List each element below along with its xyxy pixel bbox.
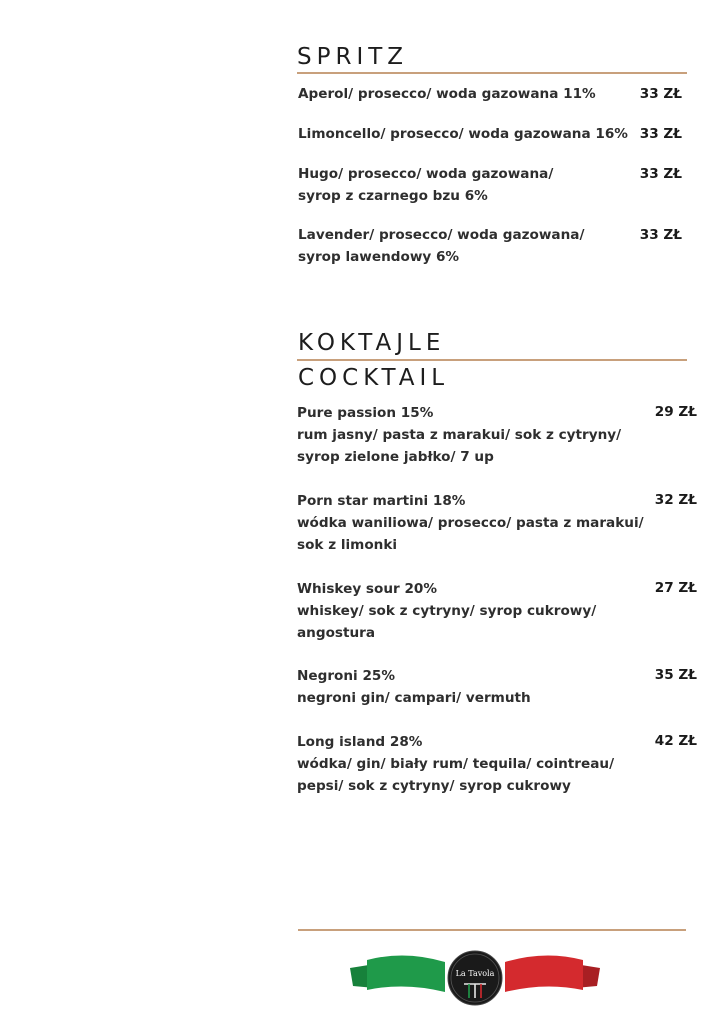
item-name: Porn star martini 18% bbox=[297, 493, 466, 509]
item-name: Aperol/ prosecco/ woda gazowana 11% bbox=[298, 86, 596, 102]
la-tavola-logo bbox=[345, 946, 605, 1010]
item-price: 27 ZŁ bbox=[654, 580, 697, 596]
item-price: 35 ZŁ bbox=[654, 667, 697, 683]
spritz-heading: SPRITZ bbox=[297, 44, 409, 70]
item-name: Whiskey sour 20% bbox=[297, 581, 437, 597]
item-name: Lavender/ prosecco/ woda gazowana/ syrop lawendowy 6% bbox=[298, 227, 585, 265]
cocktails-subheading: COCKTAIL bbox=[298, 365, 450, 391]
item-name: Hugo/ prosecco/ woda gazowana/ syrop z czarnego bzu 6% bbox=[298, 166, 554, 204]
item-price: 33 ZŁ bbox=[639, 166, 682, 182]
item-price: 33 ZŁ bbox=[639, 126, 682, 142]
footer-divider bbox=[298, 929, 686, 931]
item-name: Long island 28% bbox=[297, 734, 423, 750]
cocktails-heading: KOKTAJLE bbox=[298, 330, 446, 356]
green-ribbon-icon bbox=[350, 955, 445, 992]
item-description: wódka waniliowa/ prosecco/ pasta z marakui/ sok z limonki bbox=[297, 515, 644, 553]
item-description: wódka/ gin/ biały rum/ tequila/ cointreau/ pepsi/ sok z cytryny/ syrop cukrowy bbox=[297, 756, 615, 794]
item-price: 33 ZŁ bbox=[639, 86, 682, 102]
item-description: negroni gin/ campari/ vermuth bbox=[297, 690, 531, 706]
item-name: Pure passion 15% bbox=[297, 405, 434, 421]
item-name: Negroni 25% bbox=[297, 668, 395, 684]
item-description: whiskey/ sok z cytryny/ syrop cukrowy/ angostura bbox=[297, 603, 597, 641]
red-ribbon-icon bbox=[505, 955, 600, 992]
cocktails-divider bbox=[297, 359, 687, 361]
item-price: 29 ZŁ bbox=[654, 404, 697, 420]
item-price: 42 ZŁ bbox=[654, 733, 697, 749]
item-description: rum jasny/ pasta z marakui/ sok z cytryny/ syrop zielone jabłko/ 7 up bbox=[297, 427, 622, 465]
spritz-divider bbox=[297, 72, 687, 74]
item-name: Limoncello/ prosecco/ woda gazowana 16% bbox=[298, 126, 628, 142]
item-price: 33 ZŁ bbox=[639, 227, 682, 243]
item-price: 32 ZŁ bbox=[654, 492, 697, 508]
logo-text: La Tavola bbox=[455, 969, 495, 978]
